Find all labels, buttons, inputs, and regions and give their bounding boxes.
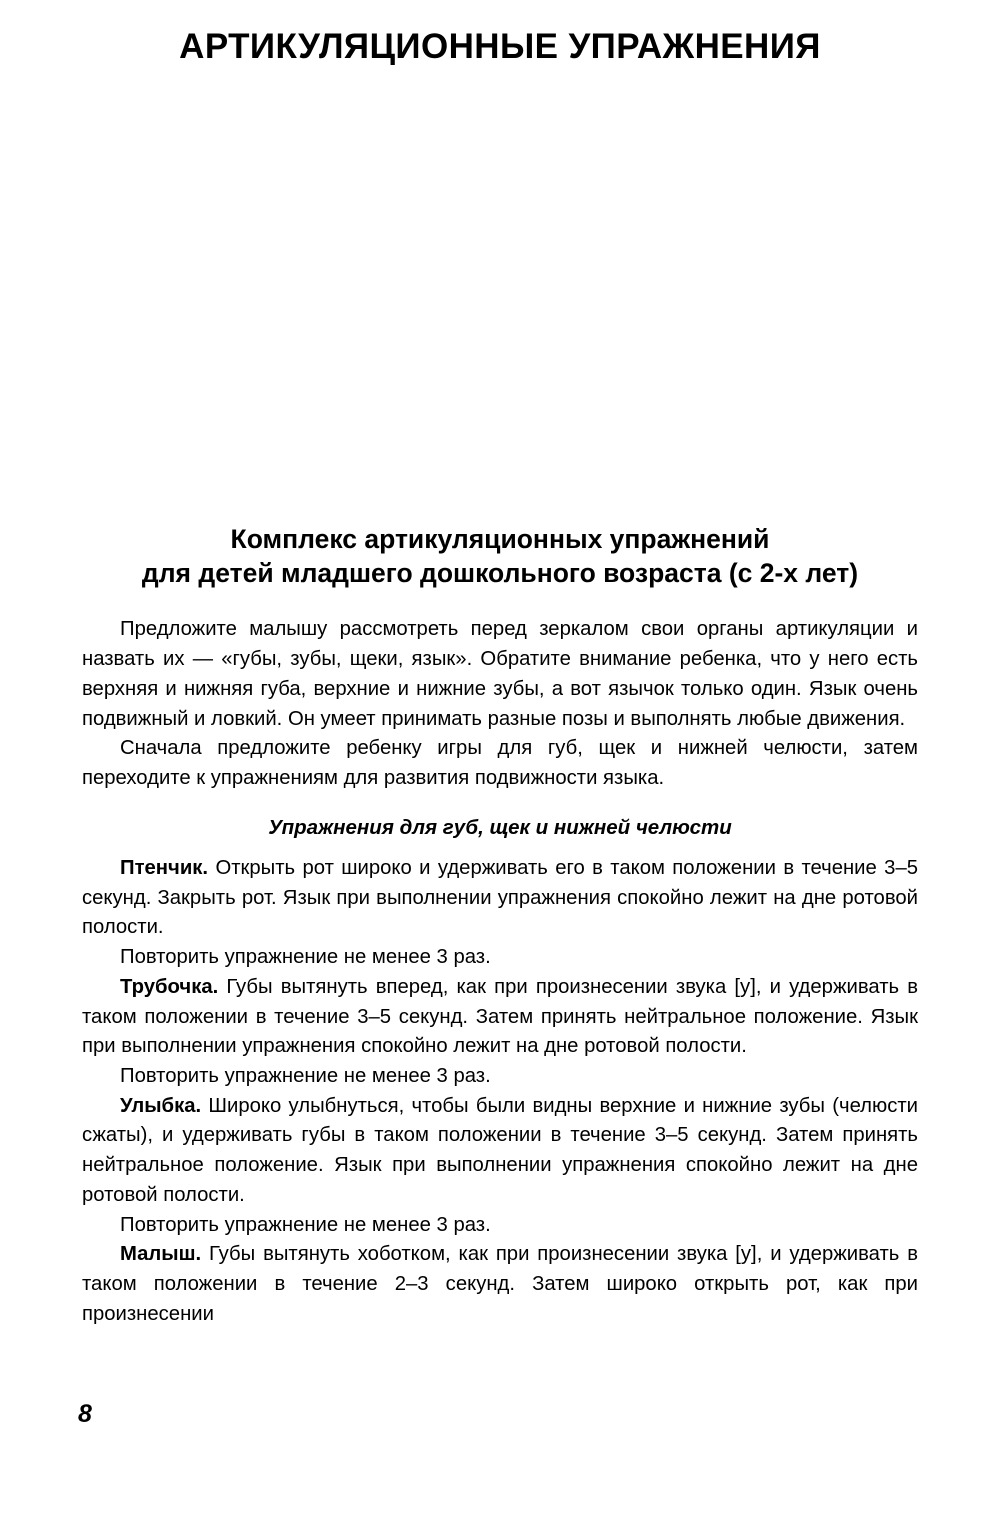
exercise-name: Птенчик. (120, 856, 209, 879)
exercise-text: Широко улыбнуться, чтобы были видны верхние и нижние зубы (челюсти сжаты), и удерживать губы в таком положении в течение 3–5 секунд. Затем принять нейтральное положение. Язык при выполнении упражнения спокойно лежит на дне ротовой полости. (82, 1094, 918, 1206)
exercise-paragraph (82, 1092, 918, 1211)
exercise-text: Губы вытянуть хоботком, как при произнесении звука [у], и удерживать в таком положении в течение 2–3 секунд. Затем широко открыть рот, как при произнесении (82, 1243, 918, 1325)
page-number: 8 (78, 1400, 92, 1428)
section-heading-line-1: Комплекс артикуляционных упражнений (230, 523, 770, 554)
intro-paragraph-1: Предложите малышу рассмотреть перед зеркалом свои органы артикуляции и назвать их — «губы, зубы, щеки, язык». Обратите внимание ребенка, что у него есть верхняя и нижняя губа, верхние и нижние зубы, а вот язычок только один. Язык очень подвижный и ловкий. Он умеет принимать разные позы и выполнять любые движения. (82, 618, 918, 730)
exercise-repeat: Повторить упражнение не менее 3 раз. (120, 1064, 491, 1087)
exercise-paragraph (82, 973, 918, 1062)
exercise-name: Трубочка. (120, 975, 219, 998)
exercise-paragraph (82, 854, 918, 943)
exercise-repeat: Повторить упражнение не менее 3 раз. (120, 1213, 491, 1236)
section-heading (50, 522, 950, 592)
sub-heading: Упражнения для губ, щек и нижней челюсти (268, 815, 732, 839)
intro-paragraph-2: Сначала предложите ребенку игры для губ, щек и нижней челюсти, затем переходите к упражнениям для развития подвижности языка. (82, 737, 918, 790)
chapter-title: АРТИКУЛЯЦИОННЫЕ УПРАЖНЕНИЯ (179, 27, 821, 66)
blank-space (0, 67, 1000, 522)
exercise-name: Малыш. (120, 1243, 202, 1266)
exercise-repeat: Повторить упражнение не менее 3 раз. (120, 946, 491, 969)
body-text (0, 615, 1000, 1329)
section-heading-line-2: для детей младшего дошкольного возраста (с 2-х лет) (141, 558, 859, 589)
exercise-text: Губы вытянуть вперед, как при произнесении звука [у], и удерживать в таком положении в течение 3–5 секунд. Затем принять нейтральное положение. Язык при выполнении упражнения спокойно лежит на дне ротовой полости. (82, 975, 918, 1058)
exercise-paragraph (82, 1240, 918, 1329)
document-page (0, 28, 1000, 1517)
exercise-text: Открыть рот широко и удерживать его в таком положении в течение 3–5 секунд. Закрыть рот. Язык при выполнении упражнения спокойно лежит на дне ротовой полости. (82, 856, 918, 939)
exercise-name: Улыбка. (120, 1094, 202, 1117)
